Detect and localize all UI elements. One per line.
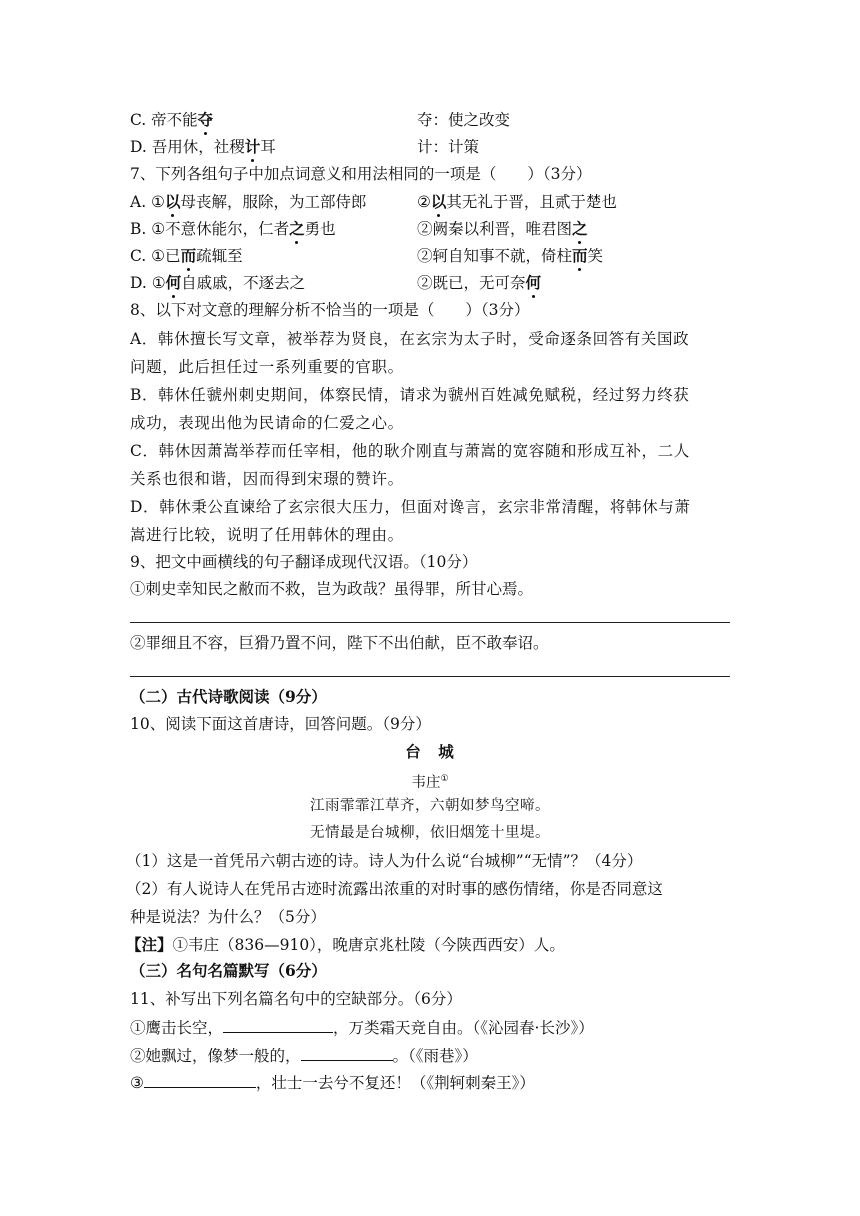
fill-text: 。（《雨巷》） (392, 1047, 478, 1065)
option-text: 耳 (260, 138, 276, 156)
poem-line-1: 江雨霏霏江草齐，六朝如梦鸟空啼。 (310, 798, 550, 814)
dotted-word: 计 (244, 137, 261, 156)
q11-stem: 11、补写出下列名篇名句中的空缺部分。（6分） (130, 990, 462, 1008)
q7-option-c-left (130, 246, 243, 266)
option-text: ②既已，无可奈 (417, 274, 526, 292)
q8-stem: 8、以下对文意的理解分析不恰当的一项是（ ）（3分） (130, 301, 530, 319)
q9-sentence-2: ②罪细且不容，巨猾乃置不问，陛下不出伯献，臣不敢奉诏。 (130, 634, 549, 652)
q9-sentence-1: ①刺史幸知民之敝而不救，岂为政哉？虽得罪，所甘心焉。 (130, 580, 534, 598)
q6-gloss-d: 计：计策 (417, 138, 480, 156)
author-name: 韦庄 (411, 774, 441, 791)
dotted-word: 而 (180, 246, 197, 265)
q10-sub-2-line1: （2）有人说诗人在凭吊古迹时流露出浓重的对时事的感伤情绪，你是否同意这 (126, 880, 663, 898)
poem-title: 台 城 (405, 742, 455, 761)
blank-input-2[interactable] (301, 1044, 393, 1061)
option-text: D. ① (130, 274, 166, 292)
fill-blank-2 (130, 1044, 478, 1066)
option-text: B. ①不意休能尔，仁者 (130, 220, 290, 238)
section-2-heading: （二）古代诗歌阅读（9分） (130, 687, 327, 706)
option-text: C. 帝不能 (130, 111, 198, 129)
answer-line (130, 622, 730, 623)
option-text: D. 吾用休，社稷 (130, 138, 245, 156)
blank-input-3[interactable] (144, 1071, 256, 1088)
q10-sub-2-line2: 种是说法？为什么？（5分） (130, 908, 326, 926)
option-text: 笑 (587, 247, 604, 265)
dotted-word: 以 (430, 192, 447, 211)
dotted-word: 以 (164, 192, 181, 211)
poem-line-2: 无情最是台城柳，依旧烟笼十里堤。 (310, 825, 550, 841)
q7-option-a-right (417, 192, 617, 212)
answer-line (130, 676, 730, 677)
q8-option-d-line1: D．韩休秉公直谏给了玄宗很大压力，但面对谗言，玄宗非常清醒，将韩休与萧 (130, 498, 691, 516)
dotted-word: 之 (572, 219, 588, 238)
q10-sub-1: （1）这是一首凭吊六朝古迹的诗。诗人为什么说“台城柳”“无情”？（4分） (126, 852, 643, 870)
option-text: ② (417, 193, 431, 211)
option-text: C. ①已 (130, 247, 181, 265)
option-text: A. ① (130, 193, 165, 211)
section-3-heading: （三）名句名篇默写（6分） (130, 961, 327, 980)
q8-option-b-line1: B．韩休任虢州刺史期间，体察民情，请求为虢州百姓减免赋税，经过努力终获 (130, 386, 690, 404)
q8-option-c-line2: 关系也很和谐，因而得到宋璟的赞许。 (130, 470, 404, 488)
q7-option-d-left (130, 273, 305, 293)
poem-author (130, 769, 730, 793)
q8-option-d-line2: 嵩进行比较，说明了任用韩休的理由。 (130, 526, 404, 544)
blank-input-1[interactable] (223, 1016, 333, 1033)
q7-option-a-left (130, 192, 366, 212)
q6-option-d (130, 137, 276, 157)
fill-blank-3 (130, 1071, 535, 1093)
q6-option-c (130, 110, 213, 130)
fill-text: ③ (130, 1074, 144, 1092)
option-text: 自戚戚，不逐去之 (181, 274, 306, 292)
dotted-word: 何 (165, 273, 182, 292)
q8-option-a-line1: A．韩休擅长写文章，被举荐为贤良，在玄宗为太子时，受命逐条回答有关国政 (130, 330, 690, 348)
q10-stem: 10、阅读下面这首唐诗，回答问题。（9分） (130, 715, 431, 733)
fill-text: ，壮士一去兮不复还！（《荆轲刺秦王》） (255, 1074, 535, 1092)
option-text: ②轲自知事不就，倚柱 (417, 247, 573, 265)
option-text: 母丧解，服除，为工部侍郎 (180, 193, 367, 211)
q7-option-b-left (130, 219, 336, 239)
q6-gloss-c: 夺：使之改变 (417, 111, 511, 129)
fill-text: ②她飘过，像梦一般的， (130, 1047, 301, 1065)
note-text: ①韦庄（836—910），晚唐京兆杜陵（今陕西西安）人。 (172, 936, 565, 954)
q8-option-b-line2: 成功，表现出他为民请命的仁爱之心。 (130, 414, 404, 432)
q7-stem: 7、下列各组句子中加点词意义和用法相同的一项是（ ）（3分） (130, 165, 592, 183)
q7-option-c-right (417, 246, 603, 266)
fill-text: ①鹰击长空， (130, 1019, 224, 1037)
dotted-word: 何 (525, 273, 542, 292)
fill-blank-1 (130, 1016, 594, 1038)
dotted-word: 而 (572, 246, 588, 265)
q7-option-d-right (417, 273, 541, 293)
option-text: 勇也 (304, 220, 336, 238)
q8-option-c-line1: C．韩休因萧嵩举荐而任宰相，他的耿介刚直与萧嵩的宽容随和形成互补，二人 (130, 442, 690, 460)
option-text: 疏辄至 (196, 247, 243, 265)
q8-option-a-line2: 问题，此后担任过一系列重要的官职。 (130, 358, 404, 376)
q9-stem: 9、把文中画横线的句子翻译成现代汉语。（10分） (130, 553, 478, 571)
fill-text: ，万类霜天竞自由。（《沁园春·长沙》） (333, 1019, 594, 1037)
note-label: 【注】 (126, 935, 173, 954)
dotted-word: 之 (289, 219, 305, 238)
footnote-mark: ① (440, 774, 449, 784)
dotted-word: 夺 (197, 110, 214, 129)
q7-option-b-right (417, 219, 588, 239)
option-text: 其无礼于晋，且贰于楚也 (446, 193, 617, 211)
option-text: ②阙秦以利晋，唯君图 (417, 220, 573, 238)
poem-footnote (126, 935, 565, 955)
